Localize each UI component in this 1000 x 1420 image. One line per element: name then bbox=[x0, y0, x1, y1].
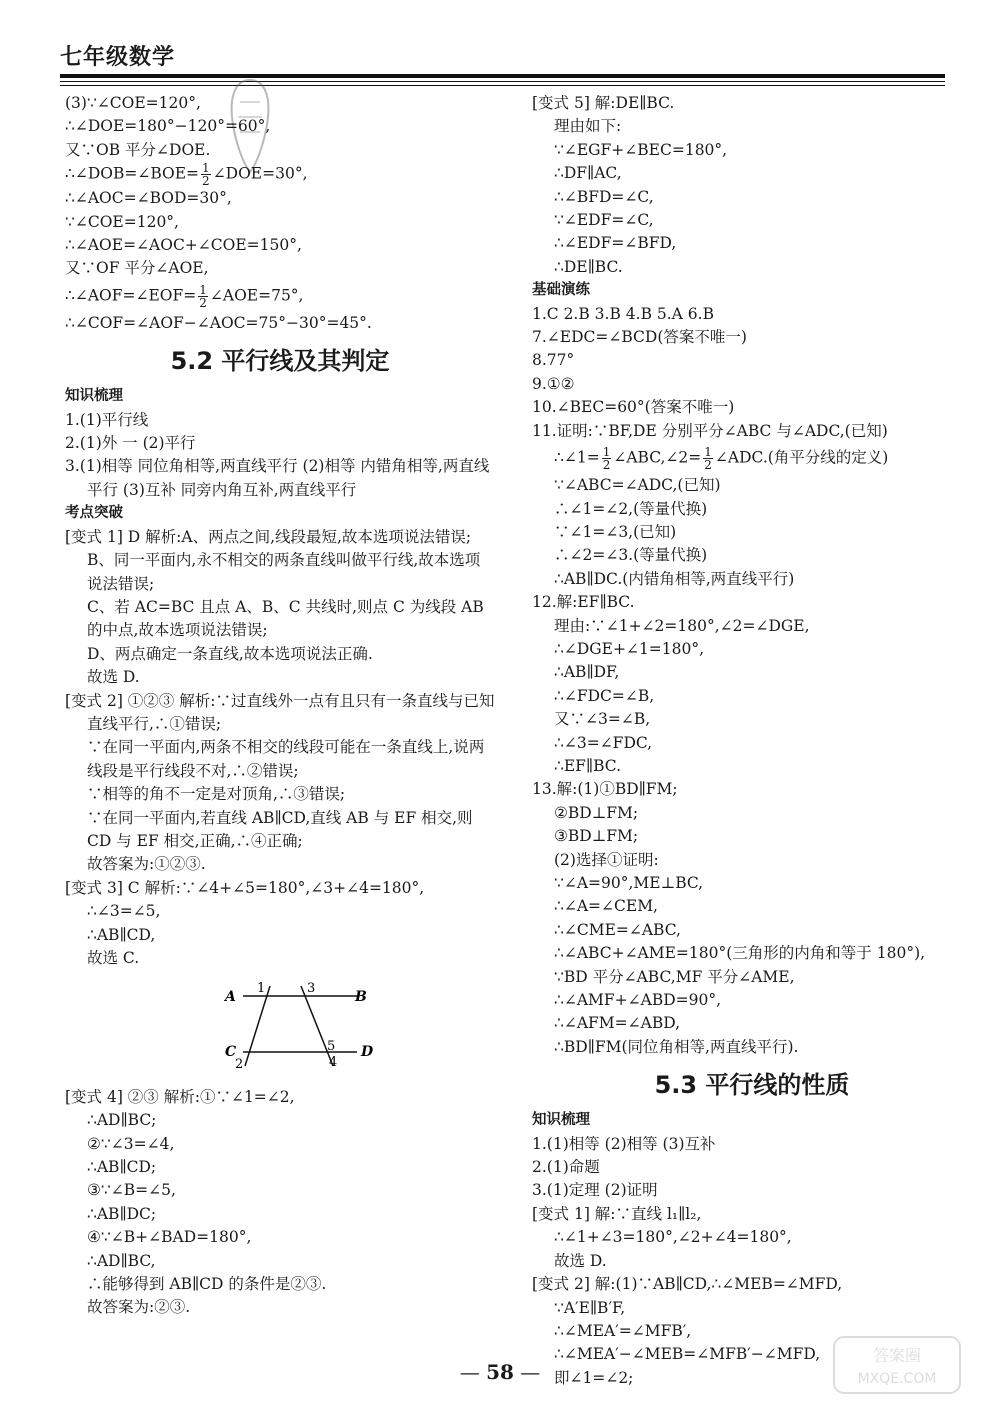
text-line: ∴∠3=∠5, bbox=[87, 902, 161, 921]
text-line: [变式 3] C 解析:∵∠4+∠5=180°,∠3+∠4=180°, bbox=[65, 878, 425, 897]
text-line: ∴∠1= $\frac{1}{2}$ ∠ABC,∠2= $\frac{1}{2}$ ∠ADC.(角平分线的定义) bbox=[554, 445, 889, 473]
text-line: ∴AB∥DF, bbox=[554, 663, 620, 682]
text-line: 理由:∵∠1+∠2=180°,∠2=∠DGE, bbox=[554, 616, 810, 635]
text-line: ∵∠EDF=∠C, bbox=[554, 211, 654, 230]
text-line: ∵∠ABC=∠ADC,(已知) bbox=[554, 476, 721, 495]
angle-label-2: 2 bbox=[235, 1057, 244, 1073]
text-line: 又∵OB 平分∠DOE. bbox=[65, 140, 211, 159]
text-line: 12.解:EF∥BC. bbox=[532, 593, 635, 612]
text-line: ∴∠1=∠2,(等量代换) bbox=[554, 499, 708, 518]
text-line: [变式 1] D 解析:A、两点之间,线段最短,故本选项说法错误; bbox=[65, 527, 472, 546]
text-line: 故选 D. bbox=[87, 668, 140, 687]
text-line: ②BD⊥FM; bbox=[554, 803, 639, 822]
label-d: D bbox=[361, 1044, 374, 1061]
text-line: ∴AB∥DC.(内错角相等,两直线平行) bbox=[554, 569, 795, 588]
svg-text:答案圈: 答案圈 bbox=[872, 1346, 922, 1365]
text-line: ∵∠1=∠3,(已知) bbox=[554, 522, 677, 541]
parallel-lines-figure bbox=[65, 974, 495, 1074]
text-line: ∴∠CME=∠ABC, bbox=[554, 920, 681, 939]
text-line: ④∵∠B+∠BAD=180°, bbox=[87, 1228, 252, 1247]
section-title-5-3: 5.3 平行线的性质 bbox=[654, 1071, 850, 1100]
text-line: ∴∠MEA′−∠MEB=∠MFB′−∠MFD, bbox=[554, 1345, 821, 1364]
text-line: (2)选择①证明: bbox=[554, 850, 659, 869]
text-line: 故选 C. bbox=[87, 949, 140, 967]
svg-text:MXQE.COM: MXQE.COM bbox=[857, 1371, 937, 1387]
left-column bbox=[65, 92, 495, 1320]
text-line: 1.C 2.B 3.B 4.B 5.A 6.B bbox=[532, 304, 714, 323]
header-rule-thin-2 bbox=[60, 85, 945, 86]
transversal-right bbox=[301, 986, 336, 1066]
text-line: ∴∠EDF=∠BFD, bbox=[554, 234, 677, 253]
label-b: B bbox=[355, 989, 367, 1006]
text-line: ∴AB∥CD; bbox=[87, 1158, 157, 1177]
text-line: 又∵∠3=∠B, bbox=[554, 710, 651, 729]
text-line: ∴∠AOE=∠AOC+∠COE=150°, bbox=[65, 236, 302, 255]
text-line: 9.①② bbox=[532, 374, 575, 393]
text-line: ∴∠3=∠FDC, bbox=[554, 733, 653, 752]
text-line: ②∵∠3=∠4, bbox=[87, 1134, 175, 1153]
transversal-left bbox=[245, 986, 270, 1066]
text-line: ∴∠ABC+∠AME=180°(三角形的内角和等于 180°), bbox=[554, 944, 926, 963]
text-line: 13.解:(1)①BD∥FM; bbox=[532, 780, 678, 799]
text-line: ∵∠A=90°,ME⊥BC, bbox=[554, 874, 704, 892]
text-line: ∴EF∥BC. bbox=[554, 756, 622, 775]
text-line: B、同一平面内,永不相交的两条直线叫做平行线,故本选项说法错误; bbox=[87, 551, 481, 593]
text-line: ∴∠AMF+∠ABD=90°, bbox=[554, 991, 722, 1010]
text-line: ∴∠AFM=∠ABD, bbox=[554, 1014, 681, 1033]
subheading: 基础演练 bbox=[532, 282, 590, 299]
right-column bbox=[532, 92, 972, 1390]
text-line: 8.77° bbox=[532, 351, 575, 370]
text-line: ③BD⊥FM; bbox=[554, 827, 639, 846]
angle-label-3: 3 bbox=[307, 981, 316, 997]
text-line: 10.∠BEC=60°(答案不唯一) bbox=[532, 398, 735, 417]
text-line: C、若 AC=BC 且点 A、B、C 共线时,则点 C 为线段 AB 的中点,故本选项说法错误; bbox=[87, 597, 484, 640]
text-line: [变式 2] ①②③ 解析:∵过直线外一点有且只有一条直线与已知直线平行,∴①错误; bbox=[65, 691, 495, 733]
section-title-5-2: 5.2 平行线及其判定 bbox=[170, 347, 390, 376]
angle-label-5: 5 bbox=[327, 1039, 336, 1055]
text-line: [变式 5] 解:DE∥BC. bbox=[532, 94, 675, 112]
text-line: 2.(1)外 一 (2)平行 bbox=[65, 434, 196, 453]
text-line: D、两点确定一条直线,故本选项说法正确. bbox=[87, 644, 373, 663]
text-line: ∴AD∥BC; bbox=[87, 1111, 157, 1130]
text-line: ∴能够得到 AB∥CD 的条件是②③. bbox=[87, 1275, 327, 1294]
text-line: ∵在同一平面内,两条不相交的线段可能在一条直线上,说两线段是平行线段不对,∴②错误; bbox=[87, 738, 485, 780]
text-line: ∴∠DOE=180°−120°=60°, bbox=[65, 117, 271, 136]
text-line: 7.∠EDC=∠BCD(答案不唯一) bbox=[532, 328, 747, 347]
text-line: ∴∠AOC=∠BOD=30°, bbox=[65, 189, 232, 208]
text-line: 3.(1)定理 (2)证明 bbox=[532, 1181, 658, 1200]
text-line: ∴∠COF=∠AOF−∠AOC=75°−30°=45°. bbox=[65, 313, 372, 332]
text-line: ∴∠FDC=∠B, bbox=[554, 686, 655, 705]
text-line: ∴DF∥AC, bbox=[554, 164, 622, 183]
text-line: ∴∠DGE+∠1=180°, bbox=[554, 639, 705, 658]
text-line: ∴AD∥BC, bbox=[87, 1251, 156, 1270]
text-line: ∴∠2=∠3.(等量代换) bbox=[554, 546, 708, 565]
text-line: 又∵OF 平分∠AOE, bbox=[65, 259, 209, 278]
text-line: ③∵∠B=∠5, bbox=[87, 1181, 176, 1200]
angle-label-4: 4 bbox=[329, 1055, 338, 1071]
text-line: 3.(1)相等 同位角相等,两直线平行 (2)相等 内错角相等,两直线平行 (3)互补 同旁内角互补,两直线平行 bbox=[65, 457, 490, 499]
text-line: ∵∠EGF+∠BEC=180°, bbox=[554, 140, 728, 159]
page-number: — 58 — bbox=[459, 1360, 541, 1384]
header-rule-thin bbox=[60, 81, 945, 82]
text-line: 理由如下: bbox=[554, 117, 622, 136]
text-line: ∵BD 平分∠ABC,MF 平分∠AME, bbox=[554, 967, 795, 986]
fraction: $\frac{1}{2}$ bbox=[602, 445, 611, 473]
watermark-logo bbox=[832, 1335, 962, 1395]
text-line: 故答案为:②③. bbox=[87, 1298, 191, 1317]
text-line: ∴∠DOB=∠BOE= $\frac{1}{2}$ ∠DOE=30°, bbox=[65, 161, 308, 189]
label-c: C bbox=[225, 1044, 237, 1061]
text-line: 1.(1)平行线 bbox=[65, 410, 149, 429]
text-line: ∵在同一平面内,若直线 AB∥CD,直线 AB 与 EF 相交,则 CD 与 EF 相交,正确,∴④正确; bbox=[87, 808, 473, 850]
text-line: [变式 2] 解:(1)∵AB∥CD,∴∠MEB=∠MFD, bbox=[532, 1275, 843, 1294]
text-line: [变式 4] ②③ 解析:①∵∠1=∠2, bbox=[65, 1087, 295, 1106]
text-line: 11.证明:∵BF,DE 分别平分∠ABC 与∠ADC,(已知) bbox=[532, 421, 888, 440]
text-line: ∴∠MEA′=∠MFB′, bbox=[554, 1321, 692, 1340]
text-line: (3)∵∠COE=120°, bbox=[65, 94, 201, 112]
text-line: 故答案为:①②③. bbox=[87, 855, 206, 874]
text-line: ∵相等的角不一定是对顶角,∴③错误; bbox=[87, 785, 346, 804]
text-line: 1.(1)相等 (2)相等 (3)互补 bbox=[532, 1134, 716, 1153]
fraction: $\frac{1}{2}$ bbox=[704, 445, 712, 473]
subheading: 考点突破 bbox=[65, 505, 123, 522]
text-line: ∴∠AOF=∠EOF= $\frac{1}{2}$ ∠AOE=75°, bbox=[65, 282, 304, 310]
text-line: ∴∠BFD=∠C, bbox=[554, 187, 654, 206]
text-line: ∵∠COE=120°, bbox=[65, 212, 179, 231]
text-line: ∴BD∥FM(同位角相等,两直线平行). bbox=[554, 1037, 799, 1056]
text-line: ∵A′E∥B′F, bbox=[554, 1298, 626, 1317]
text-line: 即∠1=∠2; bbox=[554, 1368, 634, 1387]
fraction: $\frac{1}{2}$ bbox=[199, 282, 207, 310]
label-a: A bbox=[225, 989, 236, 1006]
angle-label-1: 1 bbox=[257, 981, 266, 997]
text-line: ∴AB∥DC; bbox=[87, 1204, 157, 1223]
text-line: ∴∠A=∠CEM, bbox=[554, 897, 658, 916]
subheading: 知识梳理 bbox=[65, 388, 123, 405]
text-line: ∴AB∥CD, bbox=[87, 925, 156, 944]
subheading: 知识梳理 bbox=[532, 1112, 590, 1129]
page-header-title: 七年级数学 bbox=[60, 45, 176, 70]
text-line: ∴∠1+∠3=180°,∠2+∠4=180°, bbox=[554, 1228, 792, 1247]
header-rule bbox=[60, 74, 945, 78]
text-line: ∴DE∥BC. bbox=[554, 257, 623, 276]
text-line: 2.(1)命题 bbox=[532, 1158, 600, 1177]
fraction: $\frac{1}{2}$ bbox=[202, 161, 210, 189]
text-line: 故选 D. bbox=[554, 1251, 607, 1270]
text-line: [变式 1] 解:∵直线 l₁∥l₂, bbox=[532, 1204, 702, 1223]
